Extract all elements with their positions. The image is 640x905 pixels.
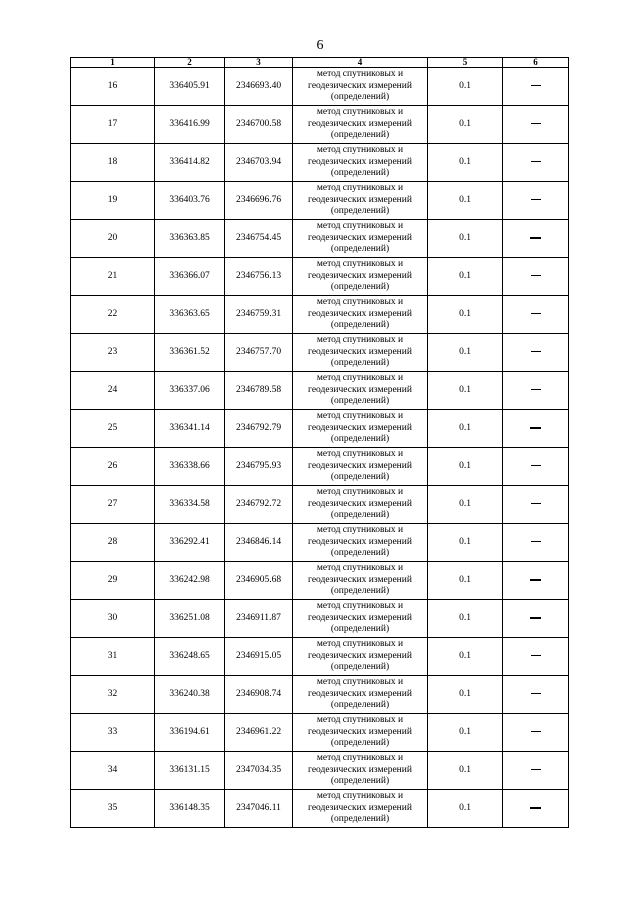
y-coordinate-cell: 2347046.11 [225,790,293,828]
x-coordinate-cell: 336337.06 [155,372,225,410]
table-row [71,410,569,448]
y-coordinate-cell: 2346961.22 [225,714,293,752]
method-line: метод спутниковых и [316,715,404,726]
point-number-cell: 20 [71,220,155,258]
header-col-2: 2 [155,58,225,68]
method-cell [293,486,428,524]
accuracy-cell: 0.1 [428,790,503,828]
method-line: метод спутниковых и [316,449,404,460]
method-line: геодезических измерений [308,802,412,813]
method-line: метод спутниковых и [316,411,404,422]
accuracy-cell: 0.1 [428,182,503,220]
point-number-cell: 35 [71,790,155,828]
method-line: метод спутниковых и [316,601,404,612]
accuracy-cell: 0.1 [428,258,503,296]
x-coordinate-cell: 336251.08 [155,600,225,638]
dash-mark [531,655,541,656]
x-coordinate-cell: 336403.76 [155,182,225,220]
table-row [71,676,569,714]
method-cell [293,638,428,676]
description-cell [503,410,569,448]
point-number-cell: 34 [71,752,155,790]
table-row [71,68,569,106]
dash-mark [531,465,541,466]
point-number-cell: 26 [71,448,155,486]
header-col-4: 4 [293,58,428,68]
accuracy-cell: 0.1 [428,524,503,562]
method-line: метод спутниковых и [316,107,404,118]
method-cell [293,220,428,258]
method-cell [293,562,428,600]
x-coordinate-cell: 336338.66 [155,448,225,486]
x-coordinate-cell: 336414.82 [155,144,225,182]
point-number-cell: 31 [71,638,155,676]
method-line: метод спутниковых и [316,563,404,574]
accuracy-cell: 0.1 [428,638,503,676]
description-cell [503,106,569,144]
method-cell [293,372,428,410]
table-row [71,220,569,258]
accuracy-cell: 0.1 [428,714,503,752]
method-line: геодезических измерений [308,764,412,775]
method-line: метод спутниковых и [316,791,404,802]
dash-mark [531,389,541,390]
method-line: геодезических измерений [308,156,412,167]
accuracy-cell: 0.1 [428,486,503,524]
dash-mark [531,199,541,200]
method-line: (определений) [330,510,390,521]
point-number-cell: 21 [71,258,155,296]
method-line: геодезических измерений [308,650,412,661]
method-cell [293,410,428,448]
method-line: (определений) [330,244,390,255]
y-coordinate-cell: 2346757.70 [225,334,293,372]
dash-mark [530,427,541,429]
method-line: геодезических измерений [308,460,412,471]
point-number-cell: 22 [71,296,155,334]
method-line: метод спутниковых и [316,259,404,270]
method-line: (определений) [330,624,390,635]
dash-mark [531,313,541,314]
method-cell [293,258,428,296]
y-coordinate-cell: 2346759.31 [225,296,293,334]
method-line: геодезических измерений [308,574,412,585]
description-cell [503,220,569,258]
dash-mark [530,617,541,619]
description-cell [503,524,569,562]
y-coordinate-cell: 2346795.93 [225,448,293,486]
method-line: (определений) [330,738,390,749]
method-line: геодезических измерений [308,346,412,357]
method-cell [293,752,428,790]
description-cell [503,68,569,106]
method-cell [293,334,428,372]
point-number-cell: 16 [71,68,155,106]
table-row [71,334,569,372]
method-line: (определений) [330,586,390,597]
method-line: (определений) [330,358,390,369]
method-cell [293,448,428,486]
method-line: метод спутниковых и [316,335,404,346]
x-coordinate-cell: 336334.58 [155,486,225,524]
description-cell [503,334,569,372]
method-line: геодезических измерений [308,422,412,433]
table-row [71,372,569,410]
accuracy-cell: 0.1 [428,410,503,448]
dash-mark [531,161,541,162]
point-number-cell: 27 [71,486,155,524]
header-col-5: 5 [428,58,503,68]
table-row [71,600,569,638]
table-row [71,752,569,790]
point-number-cell: 24 [71,372,155,410]
y-coordinate-cell: 2346696.76 [225,182,293,220]
accuracy-cell: 0.1 [428,144,503,182]
method-line: метод спутниковых и [316,525,404,536]
y-coordinate-cell: 2346908.74 [225,676,293,714]
method-line: (определений) [330,776,390,787]
accuracy-cell: 0.1 [428,334,503,372]
coordinates-table [70,57,569,828]
dash-mark [531,123,541,124]
table-row [71,106,569,144]
dash-mark [531,693,541,694]
method-line: геодезических измерений [308,194,412,205]
point-number-cell: 32 [71,676,155,714]
method-line: геодезических измерений [308,118,412,129]
method-line: метод спутниковых и [316,373,404,384]
description-cell [503,600,569,638]
method-line: (определений) [330,434,390,445]
dash-mark [531,541,541,542]
method-line: (определений) [330,814,390,825]
method-cell [293,600,428,638]
dash-mark [530,579,541,581]
method-line: метод спутниковых и [316,145,404,156]
accuracy-cell: 0.1 [428,106,503,144]
x-coordinate-cell: 336363.65 [155,296,225,334]
x-coordinate-cell: 336416.99 [155,106,225,144]
table-row [71,296,569,334]
method-cell [293,182,428,220]
dash-mark [530,807,541,809]
method-line: геодезических измерений [308,688,412,699]
table-row [71,258,569,296]
method-line: (определений) [330,168,390,179]
y-coordinate-cell: 2346905.68 [225,562,293,600]
x-coordinate-cell: 336361.52 [155,334,225,372]
description-cell [503,144,569,182]
page-number: 6 [316,38,324,53]
table-header [71,58,569,68]
method-line: (определений) [330,396,390,407]
method-cell [293,68,428,106]
description-cell [503,676,569,714]
x-coordinate-cell: 336194.61 [155,714,225,752]
dash-mark [531,351,541,352]
method-line: геодезических измерений [308,80,412,91]
table-row [71,714,569,752]
description-cell [503,258,569,296]
dash-mark [530,237,541,239]
table-row [71,486,569,524]
point-number-cell: 19 [71,182,155,220]
method-line: (определений) [330,320,390,331]
y-coordinate-cell: 2346915.05 [225,638,293,676]
x-coordinate-cell: 336366.07 [155,258,225,296]
method-line: метод спутниковых и [316,297,404,308]
table-row [71,144,569,182]
method-line: метод спутниковых и [316,639,404,650]
description-cell [503,790,569,828]
table-row [71,562,569,600]
y-coordinate-cell: 2346789.58 [225,372,293,410]
table-row [71,182,569,220]
y-coordinate-cell: 2347034.35 [225,752,293,790]
method-line: геодезических измерений [308,232,412,243]
method-line: (определений) [330,130,390,141]
method-line: геодезических измерений [308,270,412,281]
method-line: геодезических измерений [308,536,412,547]
y-coordinate-cell: 2346756.13 [225,258,293,296]
method-cell [293,144,428,182]
dash-mark [531,503,541,504]
point-number-cell: 25 [71,410,155,448]
description-cell [503,182,569,220]
description-cell [503,714,569,752]
point-number-cell: 30 [71,600,155,638]
table-row [71,790,569,828]
accuracy-cell: 0.1 [428,676,503,714]
method-line: (определений) [330,662,390,673]
point-number-cell: 18 [71,144,155,182]
point-number-cell: 33 [71,714,155,752]
method-line: (определений) [330,282,390,293]
accuracy-cell: 0.1 [428,448,503,486]
y-coordinate-cell: 2346693.40 [225,68,293,106]
method-line: геодезических измерений [308,308,412,319]
description-cell [503,638,569,676]
x-coordinate-cell: 336341.14 [155,410,225,448]
method-cell [293,106,428,144]
method-line: (определений) [330,206,390,217]
y-coordinate-cell: 2346792.72 [225,486,293,524]
header-col-3: 3 [225,58,293,68]
x-coordinate-cell: 336148.35 [155,790,225,828]
description-cell [503,372,569,410]
y-coordinate-cell: 2346846.14 [225,524,293,562]
description-cell [503,562,569,600]
dash-mark [531,275,541,276]
method-line: метод спутниковых и [316,487,404,498]
method-line: геодезических измерений [308,726,412,737]
x-coordinate-cell: 336131.15 [155,752,225,790]
method-cell [293,790,428,828]
y-coordinate-cell: 2346792.79 [225,410,293,448]
description-cell [503,486,569,524]
point-number-cell: 23 [71,334,155,372]
y-coordinate-cell: 2346700.58 [225,106,293,144]
accuracy-cell: 0.1 [428,562,503,600]
description-cell [503,752,569,790]
description-cell [503,448,569,486]
accuracy-cell: 0.1 [428,372,503,410]
accuracy-cell: 0.1 [428,220,503,258]
method-line: геодезических измерений [308,384,412,395]
x-coordinate-cell: 336242.98 [155,562,225,600]
x-coordinate-cell: 336292.41 [155,524,225,562]
description-cell [503,296,569,334]
method-line: (определений) [330,92,390,103]
method-line: метод спутниковых и [316,753,404,764]
method-line: геодезических измерений [308,498,412,509]
accuracy-cell: 0.1 [428,68,503,106]
y-coordinate-cell: 2346703.94 [225,144,293,182]
method-cell [293,296,428,334]
method-line: метод спутниковых и [316,677,404,688]
method-line: геодезических измерений [308,612,412,623]
method-line: метод спутниковых и [316,221,404,232]
method-line: метод спутниковых и [316,183,404,194]
x-coordinate-cell: 336363.85 [155,220,225,258]
method-cell [293,714,428,752]
header-col-6: 6 [503,58,569,68]
table-row [71,638,569,676]
y-coordinate-cell: 2346754.45 [225,220,293,258]
method-cell [293,676,428,714]
method-cell [293,524,428,562]
dash-mark [531,731,541,732]
accuracy-cell: 0.1 [428,600,503,638]
dash-mark [531,85,541,86]
table-body [71,68,569,828]
dash-mark [531,769,541,770]
method-line: метод спутниковых и [316,69,404,80]
method-line: (определений) [330,472,390,483]
accuracy-cell: 0.1 [428,752,503,790]
method-line: (определений) [330,700,390,711]
accuracy-cell: 0.1 [428,296,503,334]
y-coordinate-cell: 2346911.87 [225,600,293,638]
point-number-cell: 29 [71,562,155,600]
point-number-cell: 28 [71,524,155,562]
point-number-cell: 17 [71,106,155,144]
table-row [71,524,569,562]
header-col-1: 1 [71,58,155,68]
x-coordinate-cell: 336248.65 [155,638,225,676]
x-coordinate-cell: 336405.91 [155,68,225,106]
x-coordinate-cell: 336240.38 [155,676,225,714]
method-line: (определений) [330,548,390,559]
table-row [71,448,569,486]
